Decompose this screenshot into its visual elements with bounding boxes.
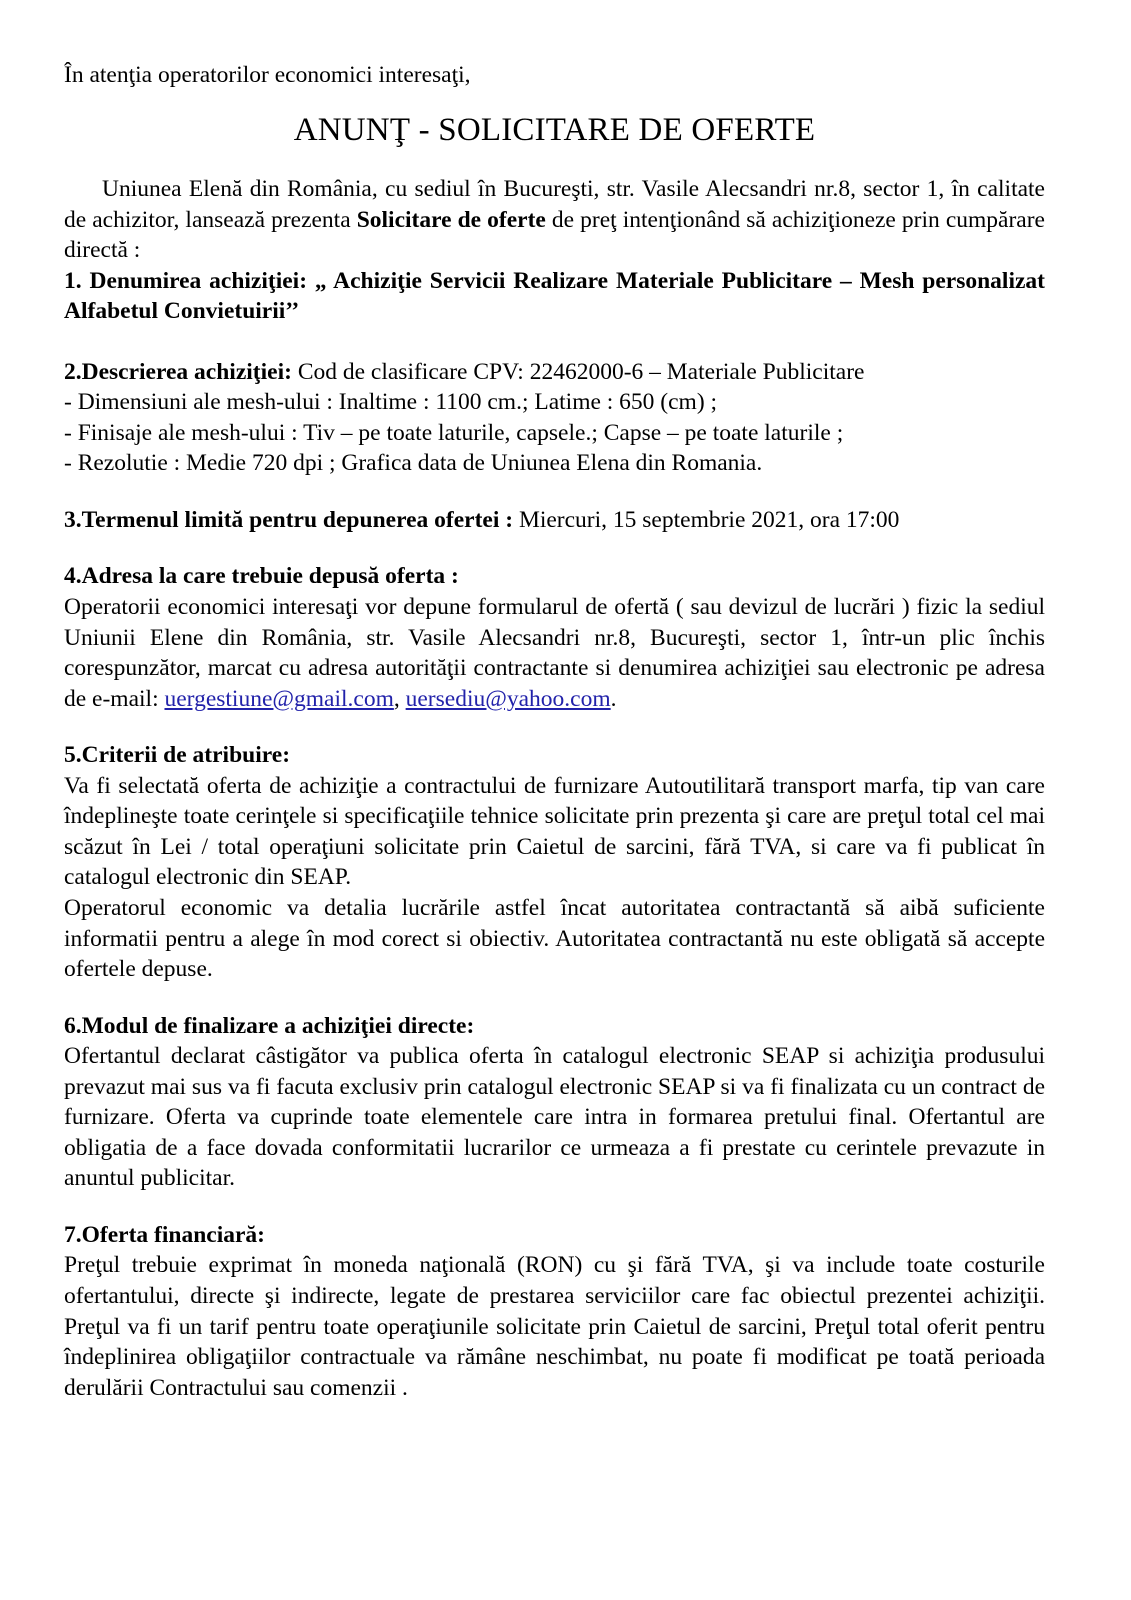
section-1-heading-text: 1. Denumirea achiziţiei: „ Achiziţie Servicii Realizare Materiale Publicitare – Mesh personalizat Alfabetul Convietuirii’’ [64,267,1045,325]
spacer [64,479,1045,505]
section-2-heading-trailing: Cod de clasificare CPV: 22462000-6 – Materiale Publicitare [291,358,865,385]
spacer [64,1194,1045,1220]
intro-emphasis: Solicitare de oferte [356,206,546,233]
section-3-heading-text: 3.Termenul limită pentru depunerea ofertei : [64,506,514,533]
section-7-heading-text: 7.Oferta financiară: [64,1221,266,1248]
section-5-paragraph-1: Va fi selectată oferta de achiziţie a contractului de furnizare Autoutilitară transport marfa, tip van care îndeplineşte toate cerinţele si specificaţiile tehnice solicitate prin prezenta şi care are preţul total cel mai scăzut în Lei / total operaţiuni solicitate prin Caietul de sarcini, fără TVA, si care va fi publicat în catalogul electronic din SEAP. [64,772,1045,891]
section-4-body [64,592,1045,714]
spacer [64,714,1045,740]
section-3-heading [64,505,1045,536]
page-title: ANUNŢ - SOLICITARE DE OFERTE [293,111,816,148]
addressee-line: În atenţia operatorilor economici interesaţi, [64,62,471,88]
section-6-paragraph-1: Ofertantul declarat câstigător va publica oferta în catalogul electronic SEAP si achiziţia produsului prevazut mai sus va fi facuta exclusiv prin catalogul electronic SEAP si va fi finalizata cu un contract de furnizare. Oferta va cuprinde toate elementele care intra in formarea pretului final. Ofertantul are obligatia de a face dovada conformitatii lucrarilor ce urmeaza a fi prestate cu cerintele prevazute in anuntul publicitar. [64,1043,1045,1192]
section-5-heading-text: 5.Criterii de atribuire: [64,742,291,769]
section-2-line-finishes: - Finisaje ale mesh-ului : Tiv – pe toate laturile, capsele.; Capse – pe toate laturile ; [64,419,844,446]
section-4-heading [64,561,1045,592]
section-2-line-dimensions: - Dimensiuni ale mesh-ului : Inaltime : 1100 cm.; Latime : 650 (cm) ; [64,389,718,416]
email-separator: , [393,685,406,712]
section-3-deadline-value: Miercuri, 15 septembrie 2021, ora 17:00 [513,506,900,533]
section-1-heading [64,266,1045,327]
intro-paragraph [64,174,1045,266]
section-4-body-part2: . [610,685,617,712]
section-7-heading [64,1220,1045,1251]
section-2-heading [64,357,1045,388]
intro-text-part2: de preţ intenţionând să achiziţioneze prin cumpărare directă : [64,206,1045,264]
section-2-detail-lines [64,387,1045,479]
section-2-line-resolution: - Rezolutie : Medie 720 dpi ; Grafica data de Uniunea Elena din Romania. [64,450,763,477]
email-link-sediu[interactable]: uersediu@yahoo.com [405,685,611,712]
section-5-paragraph-2: Operatorul economic va detalia lucrările astfel încat autoritatea contractantă să aibă suficiente informatii pentru a alege în mod corect si obiectiv. Autoritatea contractantă nu este obligată să accepte ofertele depuse. [64,894,1045,983]
email-link-gestiune[interactable]: uergestiune@gmail.com [164,685,394,712]
section-4-body-part1: Operatorii economici interesaţi vor depune formularul de ofertă ( sau devizul de lucrări ) fizic la sediul Uniunii Elene din România, str. Vasile Alecsandri nr.8, Bucureşti, sector 1, într-un plic închis corespunzător, marcat cu adresa autorităţii contractante si denumirea achiziţiei sau electronic pe adresa de e-mail: [64,594,1045,712]
section-7-paragraph-1: Preţul trebuie exprimat în moneda naţională (RON) cu şi fără TVA, şi va include toate costurile ofertantului, directe şi indirecte, legate de prestarea serviciilor care fac obiectul prezentei achiziţii. Preţul va fi un tarif pentru toate operaţiunile solicitate prin Caietul de sarcini, Preţul total oferit pentru îndeplinirea obligaţiilor contractuale va rămâne neschimbat, nu poate fi modificat pe toată perioada derulării Contractului sau comenzii . [64,1252,1045,1401]
section-2-heading-text: 2.Descrierea achiziţiei: [64,358,292,385]
section-4-heading-text: 4.Adresa la care trebuie depusă oferta : [64,563,459,590]
spacer [64,331,1045,357]
spacer [64,535,1045,561]
section-5-heading [64,740,1045,771]
intro-text-part1: Uniunea Elenă din România, cu sediul în Bucureşti, str. Vasile Alecsandri nr.8, sector 1, în calitate de achizitor, lansează prezenta [64,176,1045,233]
section-6-heading-text: 6.Modul de finalizare a achiziţiei directe: [64,1012,475,1039]
spacer [64,985,1045,1011]
section-6-heading [64,1011,1045,1042]
